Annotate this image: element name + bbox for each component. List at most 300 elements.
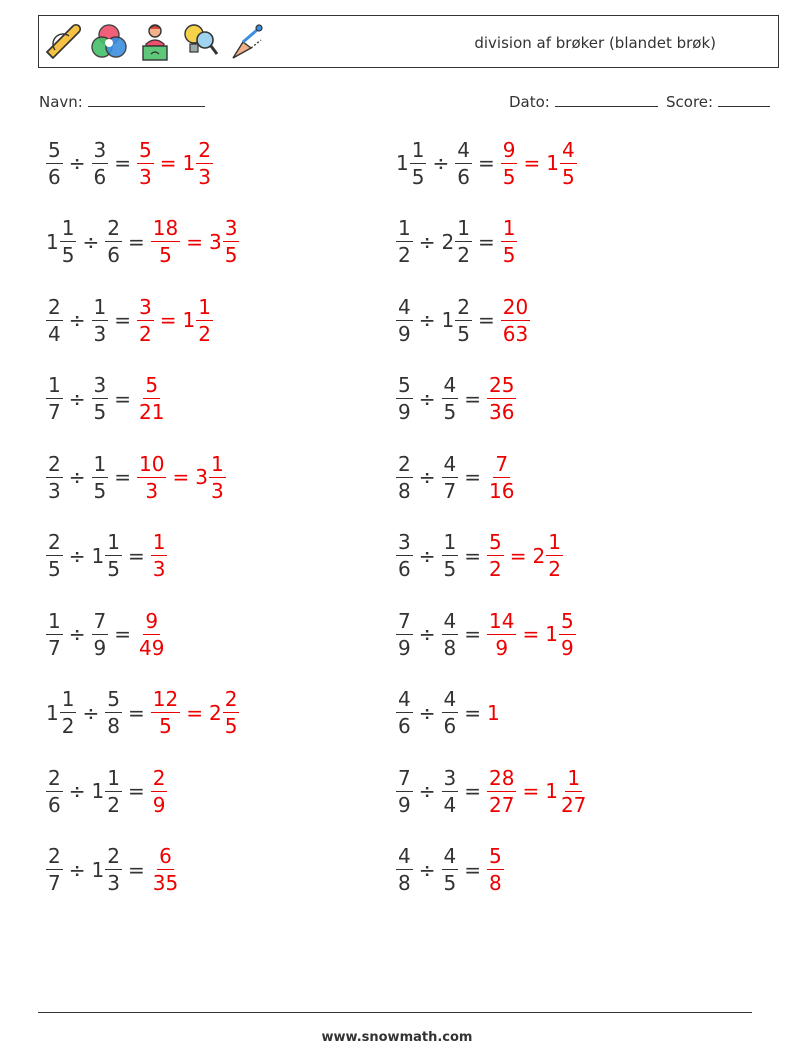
dividend-denominator: 2 [61,714,75,738]
answer [487,701,501,725]
answer [151,218,240,265]
score-field[interactable] [666,93,770,111]
dividend-value [396,218,413,265]
answer [501,294,530,346]
answer-fraction [487,846,504,893]
divisor-denominator: 8 [107,714,120,738]
answer-denominator: 5 [502,243,516,267]
problem-9 [46,442,226,512]
problem-3 [46,207,239,277]
dividend-numerator: 1 [411,137,425,162]
dividend-denominator: 5 [411,164,425,189]
dividend-denominator: 5 [61,243,75,267]
header-icons [43,19,267,65]
equals-sign: = [127,229,145,254]
answer-mixed-whole: 1 [545,779,558,803]
divisor-denominator: 6 [93,164,107,189]
answer-mixed-whole: 2 [532,543,546,568]
divisor-denominator: 4 [443,792,457,817]
dividend-denominator: 5 [48,557,61,581]
divisor-numerator: 3 [93,137,107,162]
dividend-numerator: 2 [48,765,61,790]
divide-sign: ÷ [418,857,436,882]
divisor-denominator: 3 [107,871,120,895]
date-line[interactable] [555,93,658,107]
answer-mixed-value [546,137,576,189]
answer-mixed-numerator: 3 [224,216,238,240]
divisor-denominator: 5 [443,871,457,895]
dividend-numerator: 1 [398,216,411,240]
problem-13 [46,599,166,669]
answer-value [137,451,166,503]
answer-mixed-fraction [223,689,240,736]
answer-mixed-fraction [209,451,226,503]
divisor-fraction [105,689,122,736]
dividend-value [46,608,63,660]
dividend-numerator: 3 [398,530,411,554]
divisor-value [92,451,109,503]
problem-17 [46,756,167,826]
answer-mixed-denominator: 3 [198,164,211,189]
answer-denominator: 21 [139,400,165,424]
dividend-denominator: 6 [398,557,411,581]
problem-4 [396,207,517,277]
divisor-denominator: 9 [93,635,107,660]
divide-sign: ÷ [68,622,86,646]
answer-fraction [151,218,180,265]
equals-sign: = [114,465,131,489]
divide-sign: ÷ [418,308,436,332]
dividend-fraction [396,765,413,817]
name-label: Navn: [39,93,83,111]
dividend-value [46,532,63,579]
divisor-denominator: 5 [93,400,107,424]
dividend-value [46,375,63,422]
divisor-fraction [455,218,472,265]
divisor-value [91,765,122,817]
answer-denominator: 49 [139,635,165,660]
score-line[interactable] [718,93,770,107]
divisor-fraction [442,765,459,817]
footer-divider [38,1012,752,1013]
answer-mixed-denominator: 5 [561,164,575,189]
answer-numerator: 1 [502,216,516,240]
dividend-fraction [60,689,77,736]
divide-sign: ÷ [418,386,436,411]
answer-fraction [501,137,518,189]
divisor-numerator: 2 [107,216,120,240]
dividend-numerator: 5 [398,373,411,397]
problem-12 [396,521,563,591]
answer-equals-sign: = [186,700,203,725]
answer-fraction [487,532,504,579]
divisor-fraction [92,294,109,346]
answer-mixed-denominator: 5 [224,243,238,267]
divisor-numerator: 4 [443,608,457,633]
divisor-denominator: 5 [457,321,470,346]
dividend-denominator: 3 [48,478,61,503]
dividend-whole: 1 [46,700,59,725]
answer-denominator: 3 [139,164,152,189]
divide-sign: ÷ [418,779,436,803]
answer [487,765,588,817]
answer-value [137,608,166,660]
dividend-numerator: 2 [48,530,61,554]
divisor-fraction [442,375,459,422]
answer [487,451,516,503]
problem-14 [396,599,576,669]
divide-sign: ÷ [418,700,436,725]
answer-fraction [501,218,518,265]
equals-sign: = [464,779,481,803]
divisor-value [105,218,122,265]
dividend-fraction [46,451,63,503]
equals-sign: = [464,857,481,882]
answer [151,846,180,893]
dividend-value [46,451,63,503]
divisor-numerator: 5 [107,687,120,711]
dividend-numerator: 1 [61,216,75,240]
divide-sign: ÷ [68,465,86,489]
answer-fraction [151,689,180,736]
divide-sign: ÷ [68,308,86,332]
equals-sign: = [127,857,145,882]
divisor-fraction [105,218,122,265]
answer-numerator: 1 [152,530,166,554]
footer-url[interactable]: www.snowmath.com [321,1030,473,1045]
score-label: Score: [666,93,714,111]
divisor-numerator: 4 [443,844,457,868]
problem-10 [396,442,516,512]
divisor-fraction [105,765,122,817]
divisor-whole: 1 [91,779,105,803]
answer-whole: 1 [487,700,500,725]
divisor-numerator: 1 [93,451,107,476]
divisor-fraction [455,294,472,346]
dividend-denominator: 9 [398,321,411,346]
date-field[interactable] [509,93,658,111]
divisor-value [92,608,109,660]
answer-mixed-fraction [196,294,213,346]
divisor-value [455,137,472,189]
divisor-denominator: 3 [93,321,107,346]
answer [151,532,168,579]
answer-value [501,294,530,346]
equals-sign: = [114,622,131,646]
dividend-fraction [396,451,413,503]
divisor-whole: 1 [441,308,455,332]
answer-fraction [137,137,154,189]
answer-mixed-value [182,294,213,346]
answer-mixed-whole: 1 [182,151,196,175]
answer-numerator: 5 [489,844,502,868]
answer-numerator: 7 [495,451,509,476]
dividend-numerator: 2 [48,844,61,868]
name-field[interactable] [39,93,205,111]
answer-denominator: 5 [159,714,172,738]
answer-mixed-numerator: 2 [198,137,211,162]
dividend-denominator: 8 [398,478,411,503]
divisor-whole: 2 [441,229,455,254]
answer-denominator: 35 [152,871,179,895]
color-wheel-icon [89,20,129,64]
answer-mixed-whole: 3 [208,229,222,254]
answer-fraction [501,294,530,346]
answer-denominator: 2 [139,321,152,346]
answer-mixed-value [182,137,213,189]
divisor-value [105,689,122,736]
answer-mixed-value [209,689,239,736]
dividend-fraction [46,294,63,346]
dividend-value [396,294,413,346]
problem-1 [46,128,213,198]
divisor-numerator: 7 [93,608,107,633]
answer-mixed-denominator: 3 [210,478,224,503]
divisor-denominator: 5 [107,557,120,581]
dividend-numerator: 2 [398,451,411,476]
divisor-numerator: 1 [443,530,457,554]
answer-fraction [487,375,516,422]
problem-19 [46,835,180,905]
divisor-value [92,846,122,893]
answer-value [501,218,518,265]
divisor-numerator: 4 [443,373,457,397]
divisor-value [92,294,109,346]
divisor-value [442,846,459,893]
divide-sign: ÷ [418,622,436,646]
answer-numerator: 5 [139,137,152,162]
answer-fraction [487,451,516,503]
answer-numerator: 5 [145,373,159,397]
divide-sign: ÷ [68,151,86,175]
divisor-whole: 1 [91,543,105,568]
answer-mixed-whole: 2 [208,700,222,725]
dividend-numerator: 2 [48,294,61,319]
name-line[interactable] [88,93,205,107]
answer-numerator: 12 [152,687,179,711]
answer-mixed-value [545,765,588,817]
answer-value [501,137,518,189]
divisor-value [442,608,459,660]
dividend-fraction [410,137,427,189]
divisor-fraction [92,137,109,189]
answer-mixed-value [195,451,225,503]
divisor-value [92,532,122,579]
equals-sign: = [477,151,495,175]
problem-2 [396,128,577,198]
dividend-value [46,294,63,346]
answer-equals-sign: = [523,151,541,175]
answer-numerator: 18 [152,216,179,240]
divisor-value [442,451,459,503]
dividend-denominator: 2 [398,243,411,267]
divisor-value [442,689,459,736]
divisor-denominator: 6 [457,164,470,189]
divisor-denominator: 5 [93,478,107,503]
divide-sign: ÷ [418,229,436,254]
dividend-denominator: 9 [398,792,411,817]
equals-sign: = [114,151,131,175]
answer-numerator: 5 [489,530,502,554]
divisor-numerator: 3 [443,765,457,790]
dividend-fraction [60,218,77,265]
problem-6 [396,285,530,355]
answer-equals-sign: = [159,151,177,175]
dividend-numerator: 2 [48,451,61,476]
answer-numerator: 9 [502,137,516,162]
answer-mixed-numerator: 1 [198,294,211,319]
divisor-numerator: 4 [457,137,470,162]
divisor-numerator: 1 [457,216,470,240]
dividend-denominator: 9 [398,400,411,424]
answer-denominator: 5 [159,243,172,267]
dividend-fraction [396,375,413,422]
equals-sign: = [464,622,481,646]
divisor-fraction [92,608,109,660]
divide-sign: ÷ [418,465,436,489]
dividend-numerator: 5 [48,137,61,162]
equals-sign: = [127,779,145,803]
divide-sign: ÷ [68,386,86,411]
answer-equals-sign: = [522,779,540,803]
answer-mixed-numerator: 1 [567,765,581,790]
dividend-value [46,137,63,189]
dividend-numerator: 4 [398,687,411,711]
answer [487,846,504,893]
problem-16 [396,678,501,748]
answer-equals-sign: = [159,308,177,332]
divisor-numerator: 4 [443,687,457,711]
equals-sign: = [127,700,145,725]
answer-fraction [137,294,154,346]
answer-mixed-denominator: 2 [548,557,561,581]
answer-fraction [151,532,168,579]
answer-mixed-whole: 1 [545,622,558,646]
answer [487,375,516,422]
dividend-whole: 1 [46,229,59,254]
answer-value [151,218,180,265]
dividend-fraction [46,532,63,579]
divisor-fraction [105,532,122,579]
answer-mixed-fraction [559,765,588,817]
answer-value [487,375,516,422]
dividend-value [396,689,413,736]
dividend-fraction [46,608,63,660]
answer-value [137,294,154,346]
equals-sign: = [464,386,481,411]
dividend-numerator: 1 [48,373,61,397]
divisor-numerator: 4 [443,451,457,476]
dividend-fraction [46,765,63,817]
equals-sign: = [477,229,495,254]
divisor-value [92,137,109,189]
dividend-fraction [396,846,413,893]
divisor-fraction [442,846,459,893]
divisor-numerator: 2 [107,844,120,868]
answer [151,689,240,736]
answer [151,765,168,817]
answer-value [487,451,516,503]
answer-mixed-fraction [546,532,563,579]
equals-sign: = [477,308,495,332]
dividend-denominator: 8 [398,871,411,895]
answer-mixed-fraction [559,608,576,660]
dividend-numerator: 1 [61,687,75,711]
answer-numerator: 28 [489,765,515,790]
answer-denominator: 9 [495,635,509,660]
divisor-numerator: 3 [93,373,107,397]
answer-numerator: 3 [139,294,152,319]
answer-denominator: 2 [489,557,502,581]
divisor-denominator: 8 [443,635,457,660]
divisor-numerator: 1 [107,765,120,790]
divisor-fraction [442,608,459,660]
divisor-numerator: 2 [457,294,470,319]
answer-value [151,765,168,817]
answer-fraction [487,608,516,660]
divisor-value [442,532,459,579]
answer [501,218,518,265]
dividend-numerator: 4 [398,294,411,319]
answer-denominator: 27 [489,792,515,817]
answer [487,532,563,579]
dividend-denominator: 6 [398,714,411,738]
answer-value [151,532,168,579]
worksheet-title: division af brøker (blandet brøk) [474,34,716,52]
answer-denominator: 63 [502,321,529,346]
equals-sign: = [114,386,131,411]
equals-sign: = [464,543,481,568]
answer [501,137,577,189]
problem-20 [396,835,504,905]
divisor-denominator: 7 [443,478,457,503]
answer-value [487,608,516,660]
dividend-fraction [396,689,413,736]
answer-numerator: 25 [489,373,515,397]
magnifier-lightbulb-icon [181,20,221,64]
divisor-value [92,375,109,422]
answer-value [487,532,504,579]
equals-sign: = [464,700,481,725]
equals-sign: = [127,543,145,568]
dividend-value [396,375,413,422]
answer [137,608,166,660]
answer-mixed-fraction [560,137,577,189]
answer-equals-sign: = [522,622,540,646]
answer-numerator: 10 [139,451,165,476]
dividend-numerator: 7 [398,608,411,633]
answer-fraction [137,608,166,660]
dividend-value [46,765,63,817]
divisor-denominator: 5 [443,557,457,581]
protractor-icon [43,20,83,64]
date-label: Dato: [509,93,550,111]
dividend-value [396,532,413,579]
answer [137,294,213,346]
answer-value [137,375,166,422]
dividend-value [396,608,413,660]
dividend-value [396,765,413,817]
problem-8 [396,364,516,434]
answer-mixed-numerator: 4 [561,137,575,162]
answer-value [487,765,516,817]
answer [137,451,226,503]
answer-value [151,846,180,893]
answer-mixed-whole: 1 [546,151,559,175]
divisor-denominator: 6 [443,714,457,738]
dividend-numerator: 4 [398,844,411,868]
answer-fraction [487,765,516,817]
